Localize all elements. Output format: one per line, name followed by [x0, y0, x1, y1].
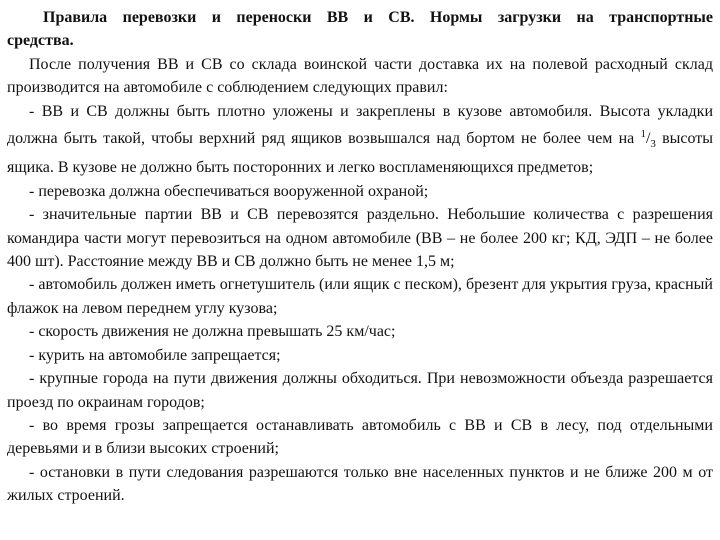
rule-item-1: [7, 100, 713, 180]
rule-item-5: - скорость движения не должна превышать 25 км/час;: [29, 323, 396, 341]
rule-item-2: - перевозка должна обеспечиваться вооруженной охраной;: [29, 182, 429, 200]
rule-item-9: - остановки в пути следования разрешаются только вне населенных пунктов и не ближе 200 м от жилых строений.: [7, 463, 713, 505]
rule-1-text-end: высоты ящика. В кузове не должно быть посторонних и легко воспламеняющихся предметов;: [7, 130, 714, 177]
rule-item-8: - во время грозы запрещается останавливать автомобиль с ВВ и СВ в лесу, под отдельными деревьями и в близи высоких строений;: [7, 416, 713, 458]
title-text: Правила перевозки и переноски ВВ и СВ. Нормы загрузки на транспортные средства.: [7, 9, 713, 50]
rule-item-3: - значительные партии ВВ и СВ перевозятся раздельно. Небольшие количества с разрешения командира части могут перевозиться на одном автомобиле (ВВ – не более 200 кг; КД, ЭДП – не более 400 шт). Расстояние между ВВ и СВ должно быть не менее 1,5 м;: [7, 206, 713, 271]
fraction-denominator: 3: [650, 138, 656, 151]
document-body: [7, 6, 713, 508]
intro-paragraph: После получения ВВ и СВ со склада воинской части доставка их на полевой расходный склад производится на автомобиле с соблюдением следующих правил:: [7, 55, 713, 97]
rule-item-7: - крупные города на пути движения должны обходиться. При невозможности объезда разрешается проезд по окраинам городов;: [7, 370, 713, 411]
rule-1-text-start: - ВВ и СВ должны быть плотно уложены и закреплены в кузове автомобиля. Высота укладки должна быть такой, чтобы верхний ряд ящиков возвышался над бортом не более чем на: [7, 102, 713, 148]
fraction-separator: /: [645, 130, 651, 148]
rule-item-6: - курить на автомобиле запрещается;: [29, 346, 281, 364]
document-title: [7, 6, 713, 53]
rule-item-4: - автомобиль должен иметь огнетушитель (или ящик с песком), брезент для укрытия груза, красный флажок на левом переднем углу кузова;: [7, 276, 713, 317]
fraction-numerator: 1: [640, 128, 646, 141]
